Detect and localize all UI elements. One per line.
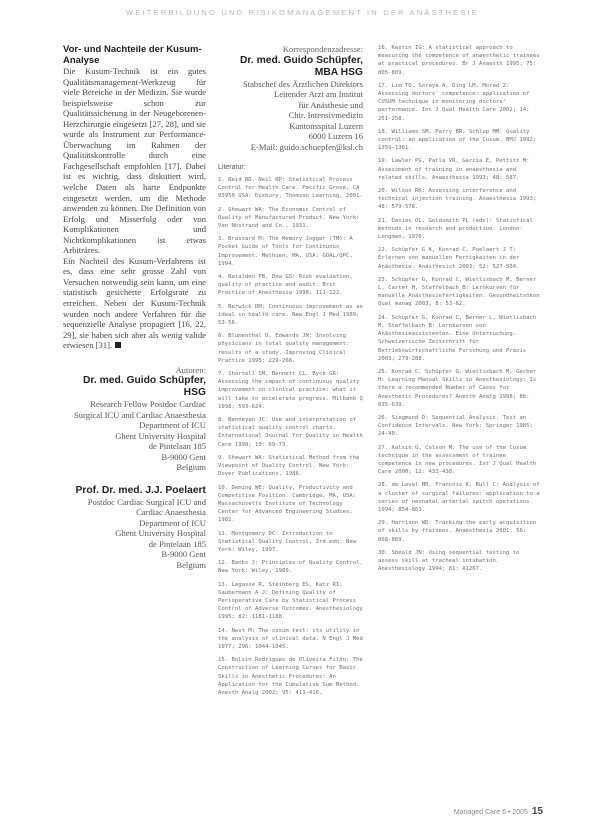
running-header: WEITERBILDUNG UND RISIKOMANAGEMENT IN DER ANÄSTHESIE	[125, 8, 480, 17]
correspondence-line: 6000 Luzern 16	[308, 131, 363, 141]
correspondence-line: für Anästhesie und	[298, 99, 363, 110]
reference-item: 13. Lagasse R, Steinberg ES, Katz RI, Saubermann A J: Defining Quality of Perioperative Care by Statistical Process Control of Adverse Outcomes. Anesthesiology 1995; 82: 1181-1188.	[218, 581, 363, 621]
reference-item: 10. Deming WE: Quality, Productivity and Competitive Position. Cambridge, MA, USA: Massachusetts Institute of Technology Center for Advanced Engineering Studies, 1982.	[218, 484, 357, 524]
author2-line: B-9000 Gent	[161, 549, 206, 560]
reference-item: 16. Kestin IG: A statistical approach to measuring the competence of anaesthetic trainees at practical procedures. Br J Anaesth 1995; 75: 805-809.	[378, 45, 540, 76]
author2-line: Belgium	[176, 559, 206, 570]
author2-line: Ghent University Hospital	[115, 528, 206, 539]
author1-line: Belgium	[176, 462, 206, 473]
reference-item: 22. Schüpfer G K, Konrad C, Poelaert J T: Erlernen von manuellen Fertigkeiten in der Anästhesie. Anästhesist 2003; 52: 527-534.	[378, 247, 520, 270]
correspondence-name: Dr. med. Guido Schüpfer, MBA HSG	[239, 54, 363, 78]
paragraph-1: Die Kusum-Technik ist ein gutes Qualitätsmanagement-Werkzeug für viele Bereiche in der Medizin. Sie wurde beispielsweise schon zur Qualitätssicherung in der Neugeborenen-Herzchirurgie eingesetzt [27, 28], und sie wurde als Instrument zur Performance-Überwachung im Rahmen der Qualitätskontrolle durch eine Fachgesellschaft empfohlen [17]. Dabei ist es wichtig, dass diskutiert wird, welche Daten als harte Endpunkte eingesetzt werden, um die Methode anwenden zu können. Die Definition von Erfolg und Misserfolg oder von Komplikationen und Nichtkomplikationen ist etwas Arbiträres.	[63, 66, 206, 256]
end-of-article-mark	[115, 342, 121, 348]
author1-name: Dr. med. Guido Schüpfer, HSG	[82, 375, 206, 399]
column-references-2	[378, 44, 543, 578]
author1-line: Department of ICU	[139, 420, 206, 431]
author1-line: de Pintelaan 185	[148, 441, 206, 452]
page-footer	[454, 806, 543, 817]
page-number: 15	[531, 806, 543, 817]
reference-item: 8. Benneyan JC: Use and interpretation of statistical quality control charts. International Journal for Quality in Health Care 1998; 10: 69-73.	[218, 417, 363, 448]
reference-item: 17. Lim TO, Soraya A, Ding LM, Morad Z: Assessing doctors' competence: application of CUSUM technique in monitoring doctors' performance. Int J Qual Health Care 2002; 14: 251-258.	[378, 82, 530, 122]
reference-item: 1. Reid RD. Neil RP: Statistical Process Control for Health Care. Pacific Grove, CA 93950 USA: Duxbury, Thomson Learning, 2001.	[218, 177, 363, 200]
reference-item: 26. Siegmund D: Sequential Analysis. Test an Confidence Intervals. New York: Springer 1985; 24-40.	[378, 414, 533, 438]
author1-line: Ghent University Hospital	[115, 430, 206, 441]
column-references-1	[218, 44, 363, 702]
author2-line: Cardiac Anaesthesia	[136, 507, 206, 518]
correspondence-line: Stabschef des Ärztlichen Direktors	[242, 78, 363, 89]
author2-line: de Pintelaan 185	[148, 538, 206, 549]
reference-item: 29. Harrison WD: Tracking the early acquisition of skills by trainees. Anaesthesia 2001; 56: 868-869.	[378, 520, 537, 543]
author1-line: Research Fellow Postdoc Cardiac	[90, 399, 206, 410]
reference-item: 19. Lawler PG, Patla VR, Garcia E, Pettitt M: Assessment of training in anaesthesia and related skills. Anaesthesia 1993; 48: 587.	[378, 158, 530, 181]
reference-item: 5. Berwick DM: Continuous improvement as an ideal in health care. New Engl J Med 1989; 53-56.	[218, 303, 363, 327]
references-title: Literatur:	[218, 164, 246, 171]
reference-list-2	[378, 44, 543, 573]
correspondence-line: Kantonsspital Luzern	[289, 120, 363, 131]
correspondence-line: Leitender Arzt am Institut	[273, 89, 363, 99]
correspondence-block	[218, 44, 363, 152]
authors-label: Autoren:	[175, 364, 206, 375]
author2-line: Postdoc Cardiac Surgical ICU and	[87, 496, 206, 507]
reference-item: 14. Nest M: The cusum test: its utility in the analysis of clinical data. N Engl J Med 1977; 296: 1044-1045.	[218, 627, 363, 650]
author2-name: Prof. Dr. med. J.J. Poelaert	[75, 484, 206, 496]
correspondence-email: E-Mail: guido.schuepfer@ksl.ch	[250, 141, 363, 152]
reference-item: 6. Blumenthal D, Edwards JN: Involving physicians in total quality management: results of a study. Improving Clinical Practice 1995; 229-266.	[218, 333, 350, 364]
reference-item: 12. Banks J: Principles of Quality Control. New York: Wiley, 1989.	[218, 560, 363, 575]
author1-line: Surgical ICU and Cardiac Anaesthesia	[73, 409, 206, 420]
author2-line: Department of ICU	[139, 517, 206, 528]
correspondence-label: Korrespondenzadresse:	[282, 44, 363, 54]
reference-item: 25. Konrad C, Schüpfer G, Wietlisbach M, Gerber H: Learning Manual Skills in Anesthesiology: Is there a recommended Number of Cases for Anesthetic Procedures? Anesth Analg 1998; 86: 635-639.	[378, 368, 537, 408]
paragraph-2	[63, 256, 206, 351]
reference-item: 30. Sheald JN: Using sequential testing to assess skill at tracheal intubation. Anesthesiology 1994; 81: A1267.	[378, 549, 520, 573]
reference-list-1	[218, 176, 363, 697]
reference-item: 23. Schüpfer G, Konrad C, Wietlisbach M, Berner L, Carter H, Staffelbach B: Lernkurven für manuelle Anästhesiefertigkeiten. Gesundheitsökon Qual manag 2003; 8: 53-62.	[378, 276, 540, 308]
reference-item: 7. Shortell SM, Bennett CL, Byck GR: Assessing the impact of continuous quality improvement on clinical practice: what it will take to accelerate progress. Milbank Q 1998; 593-624.	[218, 371, 363, 410]
reference-item: 27. Kalsin G, Colson M: The use of the Cusum technique in the assessment of trainee competence in new procedures. Int J Qual Health Care 2000; 12: 433-438.	[378, 444, 537, 476]
reference-item: 24. Schüpfer G, Konrad C, Berner L, Wietlisbach M, Staffelbach B: Lernkurven von Anästhesieassistenten. Eine Untersuchung. Schweizerische Zeitschrift für Betriebswirtschaftliche Forschung und Praxis 2003; 279-288.	[378, 314, 537, 362]
reference-item: 9. Shewart WA: Statistical Method from the Viewpoint of Quality Control. New York: Dover Publications, 1986.	[218, 454, 360, 478]
authors-block	[63, 365, 206, 571]
reference-item: 4. Batalden PB, Dow GS: Risk evaluation, quality of practice and audit. Brit Practice of Anesthesia 1998, 111-122.	[218, 274, 353, 297]
reference-item: 20. Wilson RK: Assessing interference and technical injection training. Anaesthesia 1993; 48: 579-578.	[378, 188, 537, 211]
correspondence-line: Chir. Intensivmedizin	[288, 110, 363, 120]
reference-item: 28. de Leval MR, Francois K, Bull C: Analysis of a cluster of surgical failures: application to a series of neonatal arterial switch operations. 1994; 854-863.	[378, 482, 540, 513]
reference-item: 3. Brassard M: The Memory Jogger (TM): A Pocket Guide of Tools for Continuous Improvement. Methuen, MA, USA: GOAL/QPC, 1994.	[218, 236, 353, 267]
reference-item: 11. Montgomery DC: Introduction to Statistical Quality Control, 3rd edn. New York: Wiley, 1997.	[218, 530, 357, 553]
paragraph-2-text: Ein Nachteil des Kusum-Verfahrens ist es, dass eine sehr grosse Zahl von Versuchen notwendig sein kann, um eine statistisch gesicherte Erfolgsrate zu erreichen. Neben der Kusum-Technik wurden noch andere Verfahren für die sequenzielle Analyse propagiert [16, 22, 29], sie haben sich aber als wenig valide erwiesen [31].	[63, 255, 206, 351]
journal-issue: Managed Care 6 • 2005	[453, 809, 528, 816]
reference-item: 18. Williams SM, Parry BR, Schlup MM: Quality control: an application of the Cusum. BMJ 1992; 1359-1361.	[378, 128, 537, 152]
section-title: Vor- und Nachteile der Kusum-Analyse	[63, 44, 202, 66]
column-article	[63, 44, 206, 570]
reference-item: 21. Davies OL, Goldsmith PL (eds): Statistical methods in research and production. London: Longman, 1976.	[378, 217, 533, 241]
reference-item: 2. Shewart WA: The Economic Control of Quality of Manufactured Product. New York: Van Nostrand and Co., 1931.	[218, 206, 360, 230]
author1-line: B-9000 Gent	[161, 451, 206, 462]
reference-item: 15. Bolsin Rodrigues de Oliveira Filho: The Construction of Learning Curves for Basic Skills in Anesthetic Procedures: An Application for the Cumulative Sum Method. Anesth Analg 2002; 95: 411-416.	[218, 657, 363, 696]
